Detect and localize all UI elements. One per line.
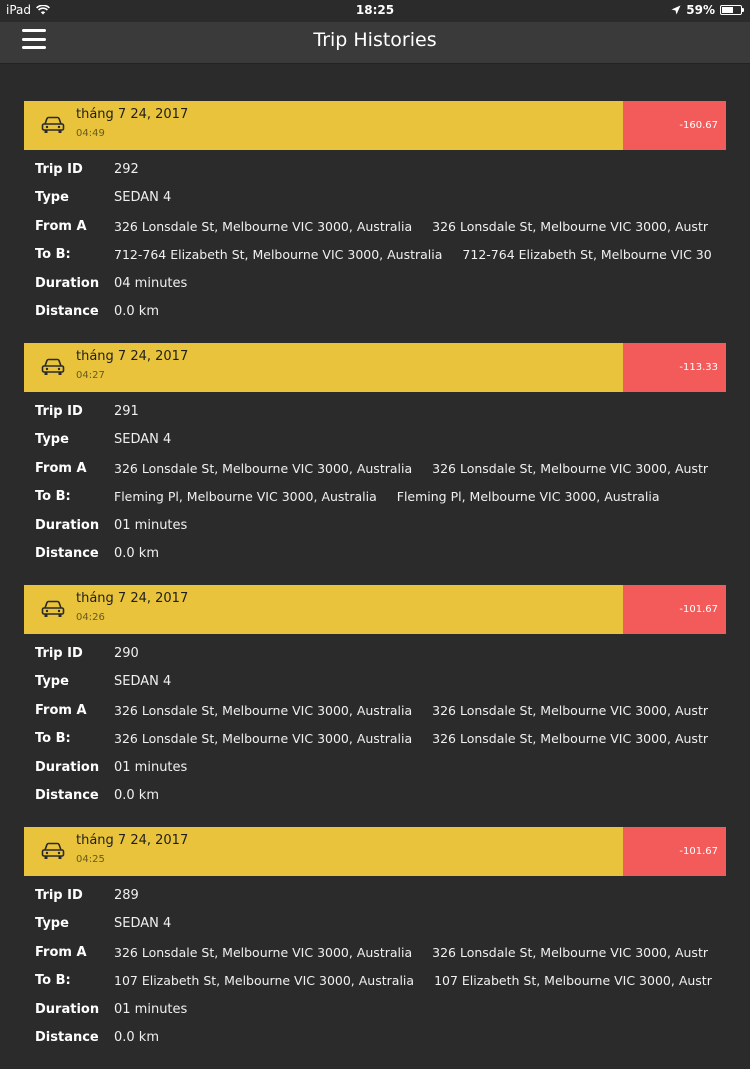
to-row [35,967,715,996]
from-address: 326 Lonsdale St, Melbourne VIC 3000, Australia [114,218,413,234]
to-row [35,725,715,754]
to-label: To B: [35,489,71,505]
trip-amount: -101.67 [623,585,726,634]
car-icon [41,358,65,376]
status-bar [0,0,750,22]
duration-row [35,995,715,1024]
from-address-secondary: 326 Lonsdale St, Melbourne VIC 3000, Austr [432,460,708,476]
to-address: 326 Lonsdale St, Melbourne VIC 3000, Australia [114,731,413,747]
type-row [35,426,715,455]
type-value: SEDAN 4 [114,916,172,932]
distance-label: Distance [35,546,99,562]
duration-value: 04 minutes [114,275,188,291]
distance-label: Distance [35,788,99,804]
distance-row [35,1024,715,1053]
to-label: To B: [35,247,71,263]
to-address-secondary: 107 Elizabeth St, Melbourne VIC 3000, Austr [434,973,712,989]
trip-header-main [24,827,623,876]
from-address: 326 Lonsdale St, Melbourne VIC 3000, Australia [114,460,413,476]
to-row [35,483,715,512]
distance-value: 0.0 km [114,304,159,320]
type-label: Type [35,432,69,448]
type-row [35,910,715,939]
type-value: SEDAN 4 [114,432,172,448]
from-address-secondary: 326 Lonsdale St, Melbourne VIC 3000, Austr [432,218,708,234]
to-address: 712-764 Elizabeth St, Melbourne VIC 3000, Australia [114,247,443,263]
distance-label: Distance [35,304,99,320]
to-label: To B: [35,731,71,747]
from-label: From A [35,460,87,476]
trip-date: tháng 7 24, 2017 [76,107,189,122]
to-address-secondary: Fleming Pl, Melbourne VIC 3000, Australia [396,489,660,505]
trip-id-value: 289 [114,887,139,903]
from-row [35,454,715,483]
trip-header[interactable] [24,827,726,876]
distance-row [35,540,715,569]
from-address-secondary: 326 Lonsdale St, Melbourne VIC 3000, Austr [432,702,708,718]
trip-amount: -160.67 [623,101,726,150]
car-icon [41,842,65,860]
trip-details [24,634,726,810]
trip-list [24,101,726,1069]
battery-percent: 59% [686,3,715,17]
from-address: 326 Lonsdale St, Melbourne VIC 3000, Australia [114,702,413,718]
duration-label: Duration [35,275,100,291]
trip-id-value: 291 [114,403,139,419]
trip-card[interactable] [24,585,726,810]
page-title: Trip Histories [313,29,437,51]
distance-value: 0.0 km [114,788,159,804]
trip-amount: -113.33 [623,343,726,392]
from-label: From A [35,218,87,234]
to-address-secondary: 712-764 Elizabeth St, Melbourne VIC 30 [462,247,712,263]
battery-icon [720,5,742,15]
trip-id-label: Trip ID [35,161,83,177]
car-icon [41,116,65,134]
trip-time: 04:25 [76,854,105,865]
trip-id-row [35,155,715,184]
type-value: SEDAN 4 [114,190,172,206]
trip-id-label: Trip ID [35,645,83,661]
trip-time: 04:49 [76,128,105,139]
duration-label: Duration [35,517,100,533]
trip-card[interactable] [24,827,726,1052]
trip-date: tháng 7 24, 2017 [76,349,189,364]
distance-row [35,298,715,327]
trip-header[interactable] [24,343,726,392]
trip-header-main [24,585,623,634]
type-label: Type [35,190,69,206]
type-row [35,668,715,697]
navigation-bar [0,22,750,64]
duration-row [35,269,715,298]
duration-label: Duration [35,1001,100,1017]
from-address-secondary: 326 Lonsdale St, Melbourne VIC 3000, Austr [432,944,708,960]
trip-time: 04:26 [76,612,105,623]
status-time: 18:25 [355,3,395,17]
trip-details [24,392,726,568]
duration-label: Duration [35,759,100,775]
device-name: iPad [6,3,32,17]
from-row [35,696,715,725]
trip-card[interactable] [24,343,726,568]
car-icon [41,600,65,618]
trip-date: tháng 7 24, 2017 [76,833,189,848]
trip-id-row [35,639,715,668]
trip-card[interactable] [24,101,726,326]
trip-date: tháng 7 24, 2017 [76,591,189,606]
trip-header-main [24,343,623,392]
duration-value: 01 minutes [114,759,188,775]
from-row [35,938,715,967]
trip-amount: -101.67 [623,827,726,876]
to-address: 107 Elizabeth St, Melbourne VIC 3000, Australia [114,973,415,989]
type-label: Type [35,916,69,932]
distance-row [35,782,715,811]
duration-value: 01 minutes [114,1001,188,1017]
trip-id-value: 290 [114,645,139,661]
distance-value: 0.0 km [114,1030,159,1046]
from-label: From A [35,944,87,960]
trip-details [24,876,726,1052]
from-label: From A [35,702,87,718]
to-address: Fleming Pl, Melbourne VIC 3000, Australia [114,489,377,505]
type-value: SEDAN 4 [114,674,172,690]
to-address-secondary: 326 Lonsdale St, Melbourne VIC 3000, Austr [432,731,708,747]
trip-header-main [24,101,623,150]
trip-id-label: Trip ID [35,887,83,903]
type-row [35,184,715,213]
duration-row [35,511,715,540]
trip-id-label: Trip ID [35,403,83,419]
trip-id-value: 292 [114,161,139,177]
trip-header[interactable] [24,585,726,634]
battery-fill [722,7,733,13]
to-label: To B: [35,973,71,989]
from-address: 326 Lonsdale St, Melbourne VIC 3000, Australia [114,944,413,960]
duration-row [35,753,715,782]
to-row [35,241,715,270]
trip-header[interactable] [24,101,726,150]
type-label: Type [35,674,69,690]
trip-id-row [35,397,715,426]
distance-label: Distance [35,1030,99,1046]
trip-id-row [35,881,715,910]
distance-value: 0.0 km [114,546,159,562]
trip-time: 04:27 [76,370,105,381]
from-row [35,212,715,241]
trip-details [24,150,726,326]
location-arrow-icon [671,5,681,15]
duration-value: 01 minutes [114,517,188,533]
